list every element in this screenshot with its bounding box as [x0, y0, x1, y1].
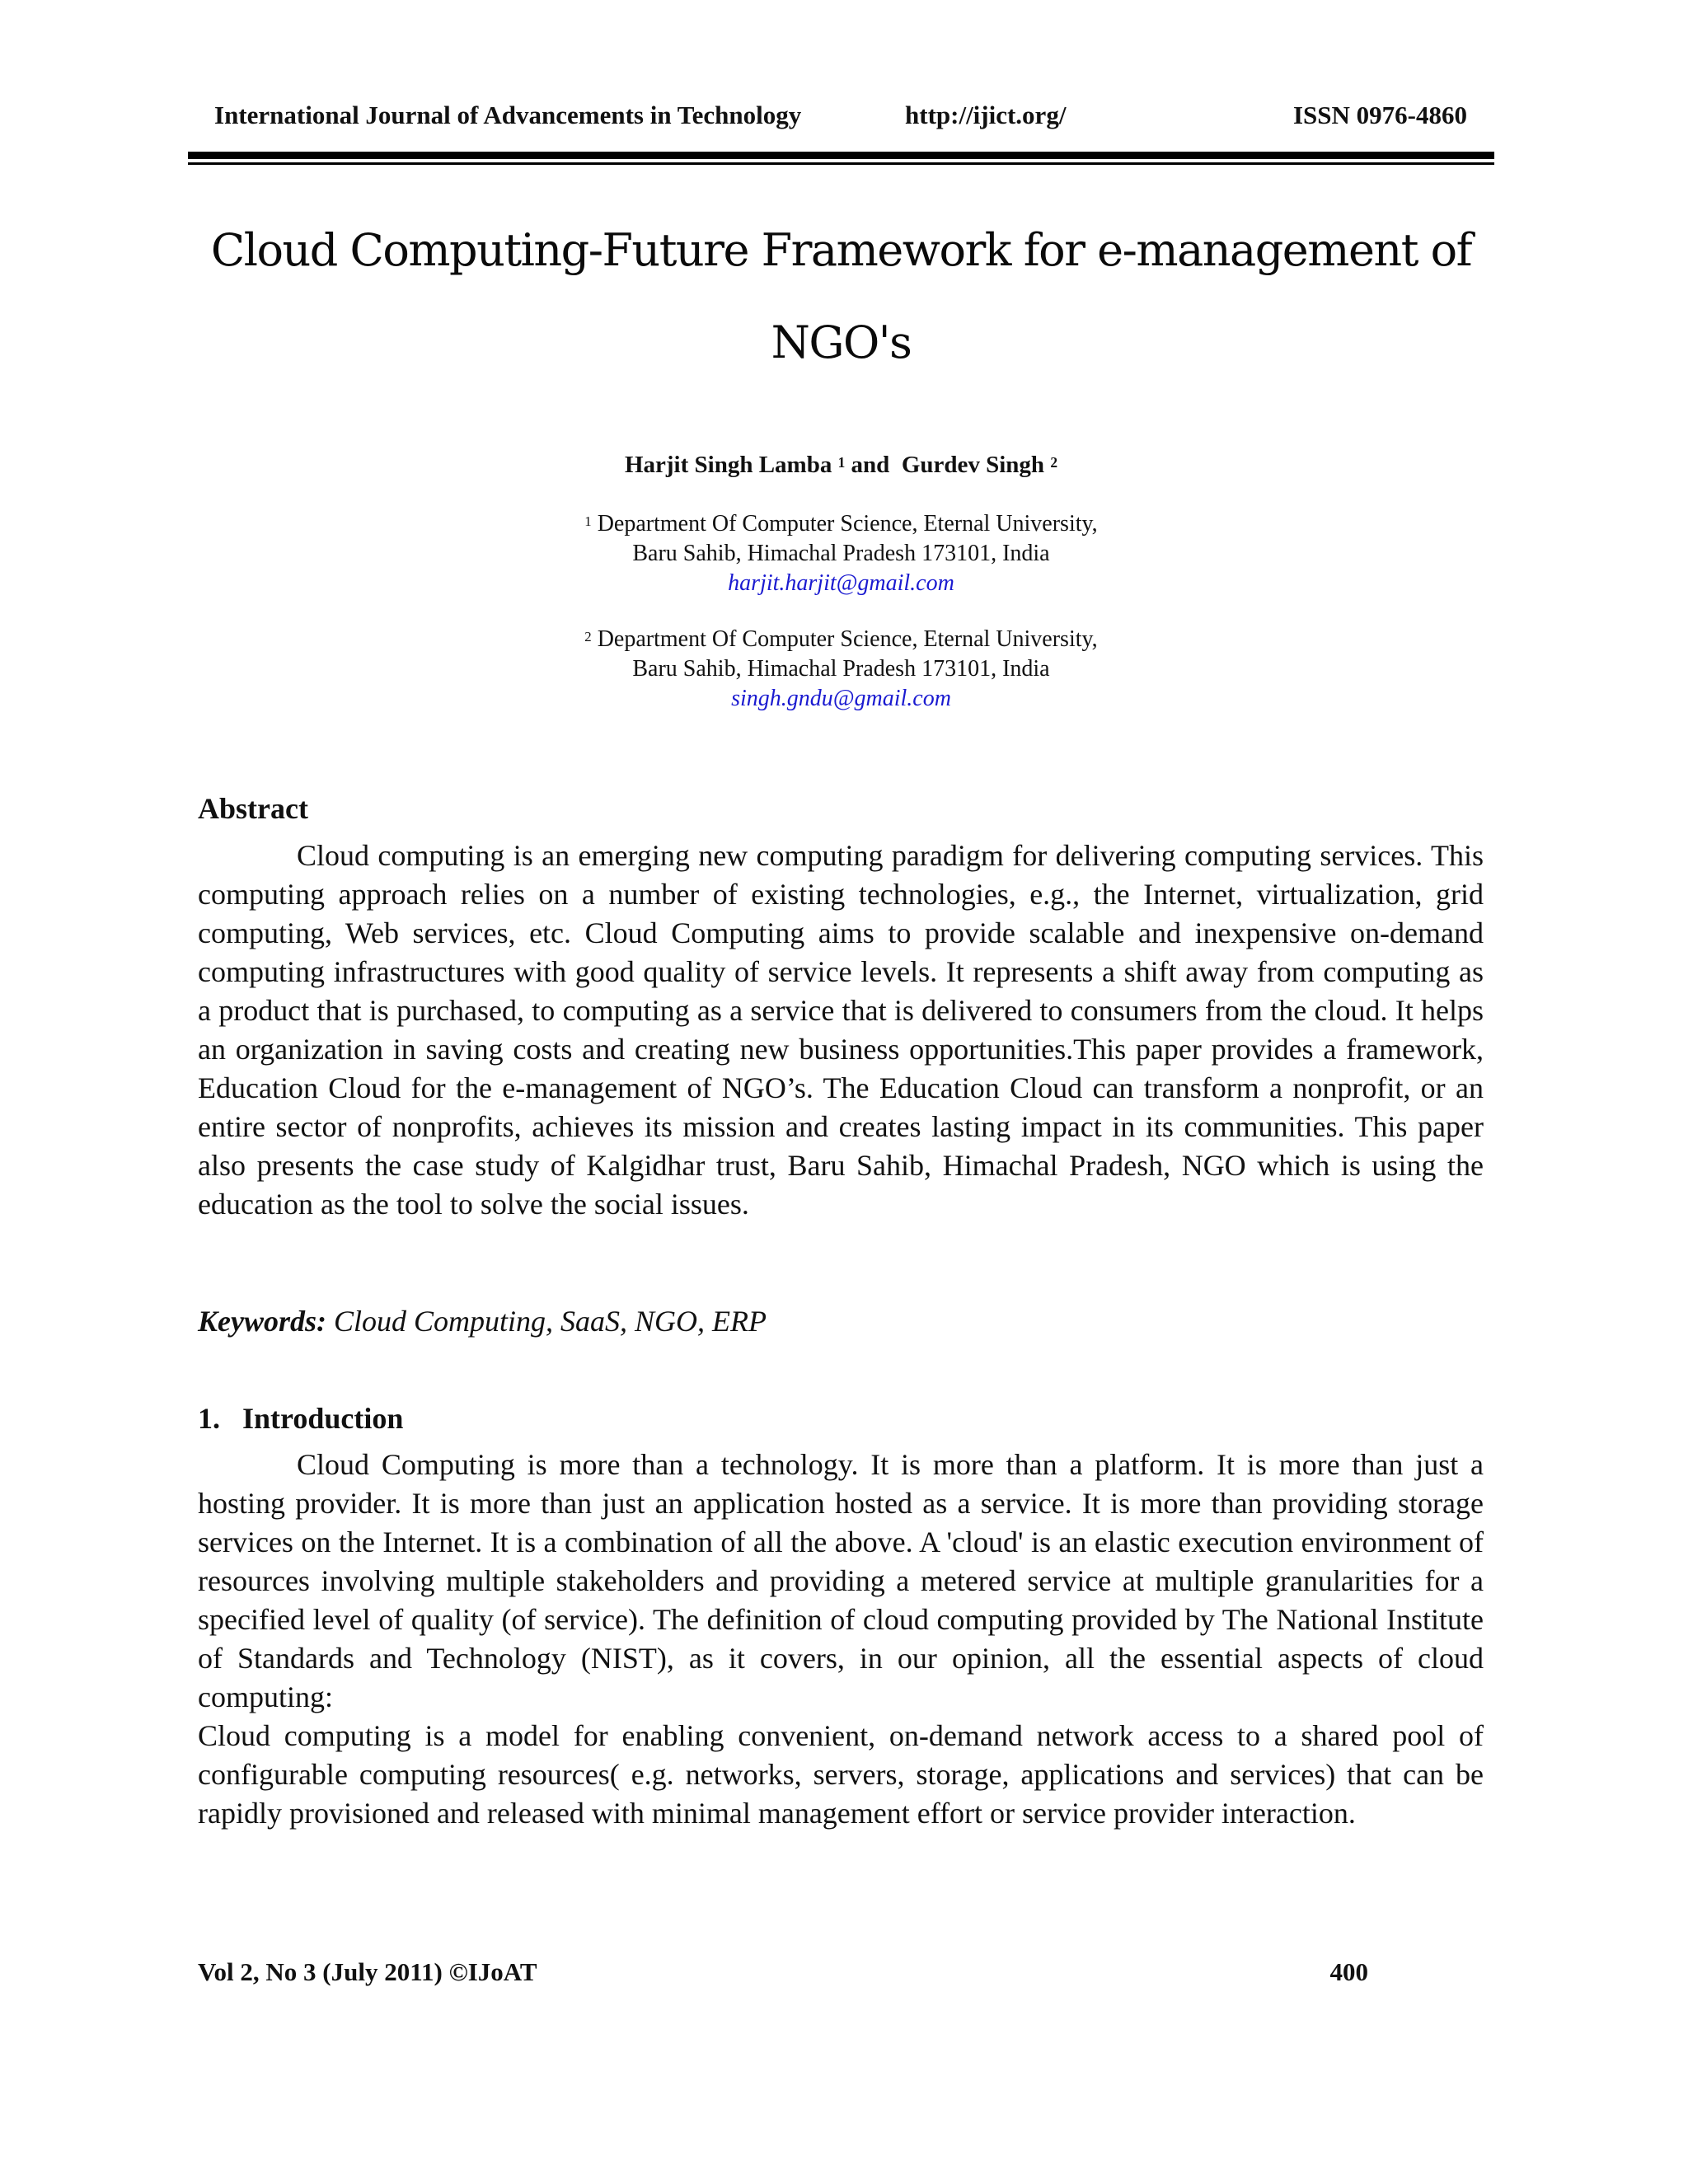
introduction-paragraph-1: Cloud Computing is more than a technology. It is more than a platform. It is more than just a hosting provider. It is more than just an application hosted as a service. It is more than providing storage services on the Internet. It is a combination of all the above. A 'cloud' is an elastic execution environment of resources involving multiple stakeholders and providing a metered service at multiple granularities for a specified level of quality (of service). The definition of cloud computing provided by The National Institute of Standards and Technology (NIST), as it covers, in our opinion, all the essential aspects of cloud computing: — [198, 1448, 1484, 1713]
author-1-name: Harjit Singh Lamba — [624, 452, 832, 478]
abstract-heading: Abstract — [198, 792, 308, 825]
title-line-1: Cloud Computing-Future Framework for e-management of — [210, 224, 1472, 276]
affiliation-1 — [188, 509, 1494, 598]
introduction-paragraph-2: Cloud computing is a model for enabling convenient, on-demand network access to a shared pool of configurable computing resources( e.g. networks, servers, storage, applications and services) that can be rapidly provisioned and released with minimal management effort or service provider interaction. — [198, 1719, 1484, 1830]
affiliation-2-address: Baru Sahib, Himachal Pradesh 173101, India — [632, 656, 1050, 682]
header-rule-thick — [188, 152, 1494, 159]
keywords-line — [198, 1304, 767, 1338]
author-1-affiliation-mark: 1 — [837, 453, 846, 471]
affiliation-1-address: Baru Sahib, Himachal Pradesh 173101, India — [632, 541, 1050, 566]
introduction-heading-text: 1. Introduction — [198, 1402, 404, 1435]
journal-url[interactable]: http://ijict.org/ — [905, 101, 1067, 129]
author-list — [188, 452, 1494, 479]
abstract-body — [198, 837, 1484, 1224]
introduction-heading — [198, 1401, 403, 1436]
keywords-value: Cloud Computing, SaaS, NGO, ERP — [334, 1305, 767, 1338]
affiliation-2-email-link[interactable]: singh.gndu@gmail.com — [731, 686, 951, 711]
affiliation-1-email-link[interactable]: harjit.harjit@gmail.com — [728, 570, 954, 596]
author-2-affiliation-mark: 2 — [1050, 453, 1058, 471]
affiliation-2-mark: 2 — [584, 629, 592, 645]
paper-title — [188, 204, 1494, 389]
footer-page-number: 400 — [1329, 1957, 1368, 1986]
running-header — [206, 97, 1475, 137]
abstract-paragraph: Cloud computing is an emerging new computing paradigm for delivering computing services. This computing approach relies on a number of existing technologies, e.g., the Internet, virtualization, grid computing, Web services, etc. Cloud Computing aims to provide scalable and inexpensive on-demand computing infrastructures with good quality of service levels. It represents a shift away from computing as a product that is purchased, to computing as a service that is delivered to consumers from the cloud. It helps an organization in saving costs and creating new business opportunities.This paper provides a framework, Education Cloud for the e-management of NGO’s. The Education Cloud can transform a nonprofit, or an entire sector of nonprofits, achieves its mission and creates lasting impact in its communities. This paper also presents the case study of Kalgidhar trust, Baru Sahib, Himachal Pradesh, NGO which is using the education as the tool to solve the social issues. — [198, 839, 1484, 1221]
keywords-label: Keywords: — [198, 1305, 326, 1338]
affiliation-1-mark: 1 — [584, 513, 592, 530]
introduction-body — [198, 1446, 1484, 1833]
journal-issn: ISSN 0976-4860 — [1292, 101, 1467, 129]
header-rule-thin — [188, 162, 1494, 165]
author-2-name: Gurdev Singh — [901, 452, 1045, 478]
affiliation-1-department: Department Of Computer Science, Eternal University, — [597, 511, 1098, 537]
affiliation-2 — [188, 625, 1494, 714]
title-line-2: NGO's — [771, 316, 912, 368]
affiliation-2-department: Department Of Computer Science, Eternal University, — [597, 626, 1098, 652]
journal-name: International Journal of Advancements in Technology — [214, 101, 802, 129]
footer-volume: Vol 2, No 3 (July 2011) ©IJoAT — [198, 1957, 537, 1986]
author-conjunction: and — [851, 452, 890, 478]
